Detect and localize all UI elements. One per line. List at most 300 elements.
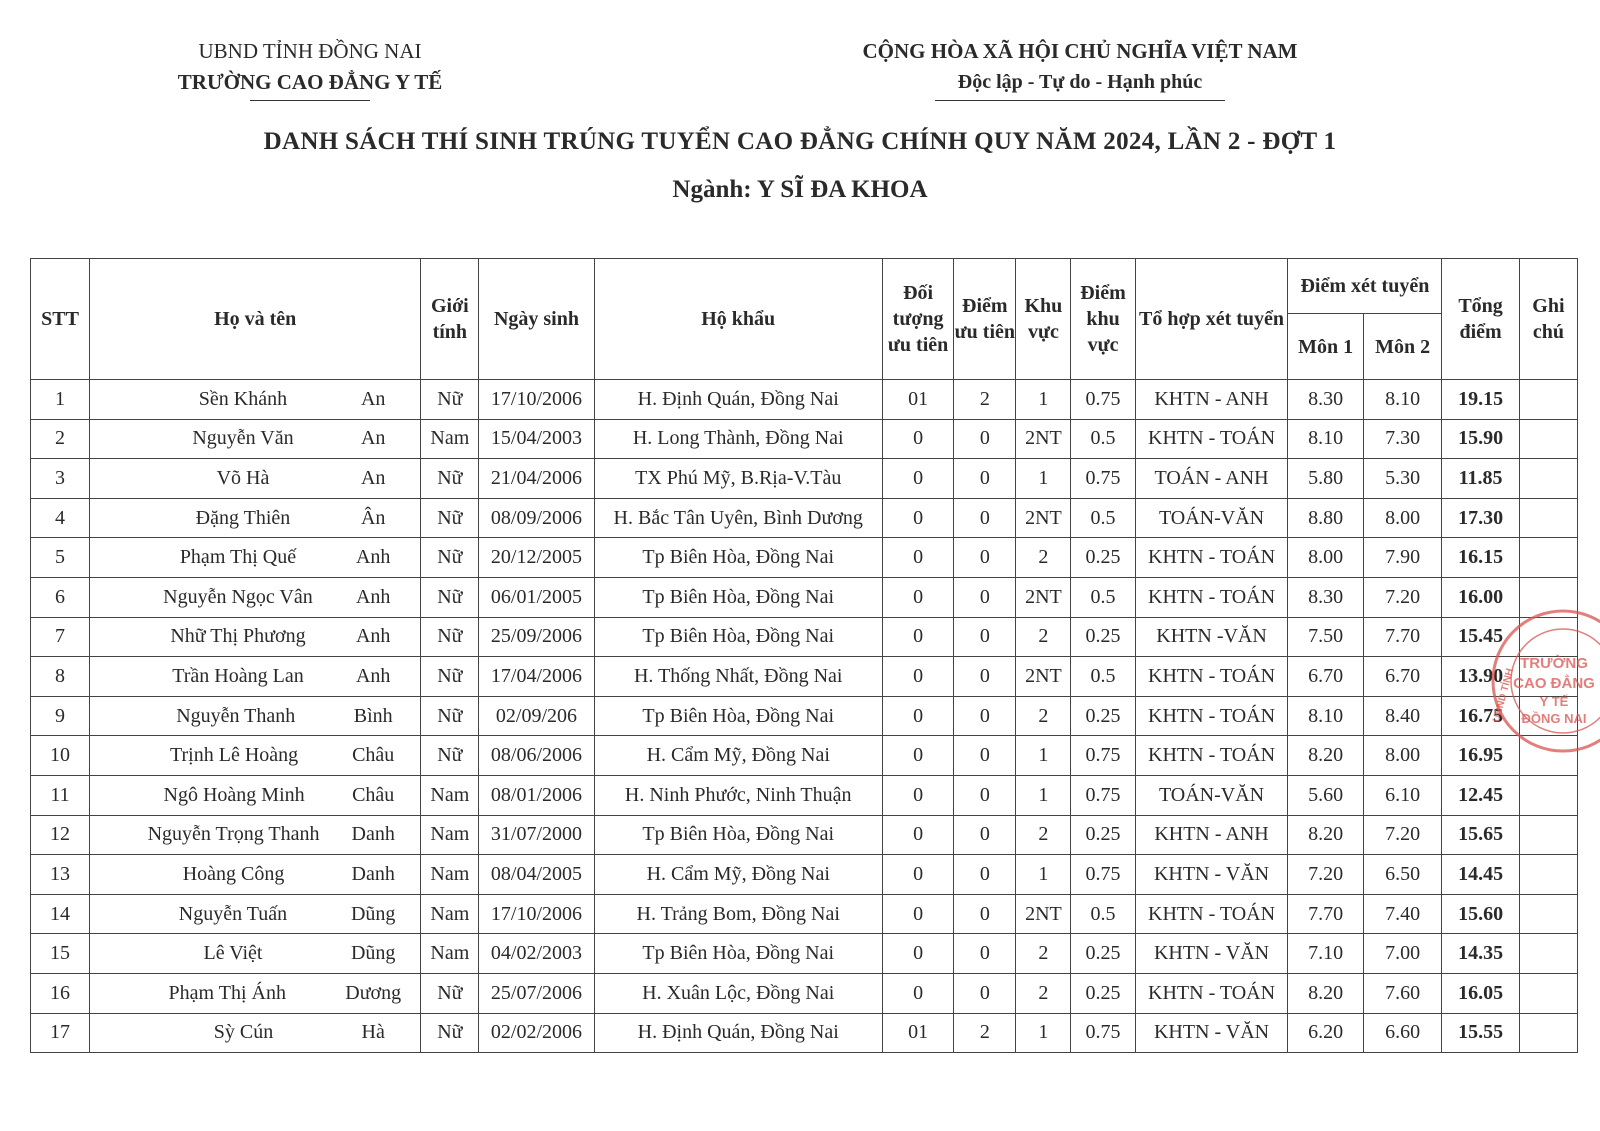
cell-gender: Nữ	[421, 1013, 479, 1053]
cell-gender: Nữ	[421, 696, 479, 736]
stamp-line-3: Y TẾ	[1539, 694, 1569, 709]
cell-subject-2: 7.00	[1363, 934, 1441, 974]
col-header-gender: Giới tính	[421, 259, 479, 380]
cell-name	[90, 538, 421, 578]
cell-address: H. Trảng Bom, Đồng Nai	[594, 894, 882, 934]
cell-dob: 25/09/2006	[479, 617, 594, 657]
cell-combo: KHTN -VĂN	[1135, 617, 1288, 657]
cell-subject-2: 8.00	[1363, 498, 1441, 538]
surname-middle: Nguyễn Văn	[192, 427, 294, 450]
surname-middle: Nguyễn Tuấn	[178, 902, 288, 925]
national-heading	[830, 36, 1330, 101]
surname-middle: Đặng Thiên	[195, 506, 291, 529]
cell-note	[1519, 459, 1577, 499]
cell-name	[90, 419, 421, 459]
cell-subject-1: 8.20	[1288, 736, 1363, 776]
cell-note	[1519, 419, 1577, 459]
cell-region-points: 0.25	[1071, 538, 1135, 578]
issuer-block	[150, 36, 470, 101]
cell-combo: TOÁN-VĂN	[1135, 775, 1288, 815]
cell-gender: Nam	[421, 894, 479, 934]
given-name: Dũng	[350, 902, 396, 925]
cell-region-points: 0.25	[1071, 696, 1135, 736]
table-row	[31, 380, 1578, 420]
cell-priority-group: 01	[882, 380, 953, 420]
cell-dob: 02/02/2006	[479, 1013, 594, 1053]
cell-stt: 17	[31, 1013, 90, 1053]
cell-region-points: 0.5	[1071, 577, 1135, 617]
cell-name	[90, 459, 421, 499]
cell-address: Tp Biên Hòa, Đồng Nai	[594, 617, 882, 657]
cell-address: Tp Biên Hòa, Đồng Nai	[594, 934, 882, 974]
cell-priority-points: 0	[954, 617, 1016, 657]
cell-total: 16.95	[1442, 736, 1519, 776]
cell-subject-1: 6.70	[1288, 657, 1363, 697]
stamp-line-2: CAO ĐẲNG	[1513, 675, 1595, 692]
cell-subject-2: 6.10	[1363, 775, 1441, 815]
cell-combo: KHTN - ANH	[1135, 380, 1288, 420]
cell-region-points: 0.75	[1071, 775, 1135, 815]
given-name: Anh	[355, 546, 391, 569]
cell-region-points: 0.25	[1071, 934, 1135, 974]
cell-name	[90, 696, 421, 736]
cell-gender: Nữ	[421, 538, 479, 578]
cell-subject-2: 8.00	[1363, 736, 1441, 776]
given-name: Anh	[355, 625, 391, 648]
school-seal-stamp	[1488, 606, 1600, 756]
given-name: Châu	[352, 783, 395, 806]
cell-total: 16.75	[1442, 696, 1519, 736]
cell-combo: KHTN - TOÁN	[1135, 577, 1288, 617]
cell-priority-group: 0	[882, 419, 953, 459]
cell-region-points: 0.75	[1071, 1013, 1135, 1053]
table-row	[31, 498, 1578, 538]
col-header-subject-2: Môn 2	[1363, 314, 1441, 380]
cell-priority-points: 0	[954, 498, 1016, 538]
cell-region-points: 0.25	[1071, 815, 1135, 855]
national-motto: Độc lập - Tự do - Hạnh phúc	[957, 71, 1203, 93]
cell-subject-2: 7.30	[1363, 419, 1441, 459]
cell-subject-2: 7.20	[1363, 815, 1441, 855]
cell-region-points: 0.75	[1071, 855, 1135, 895]
issuer-authority: UBND TỈNH ĐỒNG NAI	[198, 39, 422, 63]
cell-subject-1: 7.10	[1288, 934, 1363, 974]
cell-priority-group: 0	[882, 973, 953, 1013]
cell-region-points: 0.5	[1071, 894, 1135, 934]
cell-priority-group: 0	[882, 894, 953, 934]
cell-priority-points: 2	[954, 1013, 1016, 1053]
cell-stt: 3	[31, 459, 90, 499]
cell-dob: 17/10/2006	[479, 380, 594, 420]
cell-priority-group: 0	[882, 934, 953, 974]
cell-subject-2: 6.70	[1363, 657, 1441, 697]
cell-priority-points: 0	[954, 419, 1016, 459]
cell-total: 15.90	[1442, 419, 1519, 459]
table-row	[31, 538, 1578, 578]
cell-gender: Nữ	[421, 577, 479, 617]
cell-combo: KHTN - VĂN	[1135, 934, 1288, 974]
cell-total: 14.45	[1442, 855, 1519, 895]
cell-region: 2NT	[1016, 657, 1071, 697]
surname-middle: Trần Hoàng Lan	[172, 664, 304, 687]
cell-name	[90, 498, 421, 538]
cell-region-points: 0.75	[1071, 380, 1135, 420]
stamp-line-4: ĐỒNG NAI	[1521, 711, 1587, 726]
cell-gender: Nữ	[421, 973, 479, 1013]
cell-total: 17.30	[1442, 498, 1519, 538]
cell-address: H. Bắc Tân Uyên, Bình Dương	[594, 498, 882, 538]
cell-total: 16.05	[1442, 973, 1519, 1013]
cell-combo: KHTN - TOÁN	[1135, 538, 1288, 578]
given-name: An	[360, 427, 386, 450]
cell-priority-points: 0	[954, 736, 1016, 776]
cell-region: 1	[1016, 380, 1071, 420]
given-name: Danh	[351, 862, 395, 885]
cell-name	[90, 657, 421, 697]
cell-combo: KHTN - TOÁN	[1135, 973, 1288, 1013]
cell-priority-points: 0	[954, 775, 1016, 815]
col-header-region-points: Điểm khu vực	[1071, 259, 1135, 380]
surname-middle: Nguyễn Ngọc Vân	[163, 585, 313, 608]
cell-combo: KHTN - TOÁN	[1135, 894, 1288, 934]
cell-gender: Nam	[421, 855, 479, 895]
cell-stt: 1	[31, 380, 90, 420]
cell-priority-points: 0	[954, 855, 1016, 895]
cell-combo: KHTN - ANH	[1135, 815, 1288, 855]
given-name: Hà	[361, 1021, 385, 1044]
cell-subject-1: 7.50	[1288, 617, 1363, 657]
cell-total: 16.00	[1442, 577, 1519, 617]
cell-total: 13.90	[1442, 657, 1519, 697]
cell-note	[1519, 973, 1577, 1013]
surname-middle: Nguyễn Trọng Thanh	[147, 823, 320, 846]
cell-gender: Nam	[421, 419, 479, 459]
cell-subject-2: 6.50	[1363, 855, 1441, 895]
cell-name	[90, 617, 421, 657]
cell-subject-2: 8.40	[1363, 696, 1441, 736]
table-row	[31, 419, 1578, 459]
cell-subject-1: 6.20	[1288, 1013, 1363, 1053]
cell-subject-1: 5.60	[1288, 775, 1363, 815]
cell-priority-group: 0	[882, 577, 953, 617]
cell-stt: 14	[31, 894, 90, 934]
table-row	[31, 1013, 1578, 1053]
surname-middle: Phạm Thị Quế	[179, 546, 297, 569]
document-subtitle: Ngành: Y SĨ ĐA KHOA	[672, 176, 928, 203]
cell-dob: 15/04/2003	[479, 419, 594, 459]
cell-dob: 17/04/2006	[479, 657, 594, 697]
cell-subject-2: 7.60	[1363, 973, 1441, 1013]
cell-subject-1: 7.20	[1288, 855, 1363, 895]
cell-stt: 7	[31, 617, 90, 657]
given-name: An	[360, 387, 386, 410]
cell-priority-points: 0	[954, 657, 1016, 697]
cell-stt: 5	[31, 538, 90, 578]
cell-region: 2	[1016, 973, 1071, 1013]
col-header-name: Họ và tên	[90, 259, 421, 380]
table-body	[31, 380, 1578, 1053]
cell-region: 2	[1016, 696, 1071, 736]
cell-name	[90, 736, 421, 776]
surname-middle: Lê Việt	[203, 942, 263, 965]
stamp-arc-text: UBND TỈNH	[1491, 667, 1517, 724]
cell-region: 1	[1016, 1013, 1071, 1053]
given-name: Anh	[355, 585, 391, 608]
cell-region-points: 0.5	[1071, 419, 1135, 459]
cell-stt: 16	[31, 973, 90, 1013]
cell-stt: 10	[31, 736, 90, 776]
given-name: Bình	[353, 704, 393, 727]
cell-combo: TOÁN-VĂN	[1135, 498, 1288, 538]
cell-gender: Nữ	[421, 617, 479, 657]
cell-stt: 13	[31, 855, 90, 895]
given-name: Ân	[360, 506, 386, 529]
cell-priority-group: 0	[882, 459, 953, 499]
table-row	[31, 815, 1578, 855]
cell-gender: Nữ	[421, 736, 479, 776]
cell-dob: 08/06/2006	[479, 736, 594, 776]
cell-address: H. Ninh Phước, Ninh Thuận	[594, 775, 882, 815]
cell-gender: Nữ	[421, 380, 479, 420]
given-name: Danh	[351, 823, 395, 846]
cell-gender: Nam	[421, 775, 479, 815]
cell-dob: 08/04/2005	[479, 855, 594, 895]
cell-region-points: 0.25	[1071, 973, 1135, 1013]
cell-region: 1	[1016, 459, 1071, 499]
cell-name	[90, 973, 421, 1013]
cell-region: 1	[1016, 775, 1071, 815]
col-header-region: Khu vực	[1016, 259, 1071, 380]
cell-region-points: 0.75	[1071, 459, 1135, 499]
cell-combo: KHTN - VĂN	[1135, 855, 1288, 895]
cell-priority-group: 0	[882, 775, 953, 815]
cell-name	[90, 380, 421, 420]
surname-middle: Nguyễn Thanh	[176, 704, 296, 727]
given-name: Châu	[352, 744, 395, 767]
cell-dob: 04/02/2003	[479, 934, 594, 974]
cell-subject-2: 7.70	[1363, 617, 1441, 657]
surname-middle: Sỳ Cún	[213, 1021, 274, 1044]
cell-address: H. Xuân Lộc, Đồng Nai	[594, 973, 882, 1013]
cell-name	[90, 934, 421, 974]
cell-priority-group: 0	[882, 617, 953, 657]
surname-middle: Sền Khánh	[198, 387, 288, 410]
cell-priority-points: 0	[954, 538, 1016, 578]
cell-address: H. Định Quán, Đồng Nai	[594, 380, 882, 420]
cell-priority-points: 0	[954, 934, 1016, 974]
cell-address: H. Thống Nhất, Đồng Nai	[594, 657, 882, 697]
cell-dob: 17/10/2006	[479, 894, 594, 934]
cell-total: 16.15	[1442, 538, 1519, 578]
cell-gender: Nữ	[421, 459, 479, 499]
col-header-total: Tổng điểm	[1442, 259, 1519, 380]
cell-dob: 31/07/2000	[479, 815, 594, 855]
cell-note	[1519, 894, 1577, 934]
cell-gender: Nữ	[421, 498, 479, 538]
col-header-subject-1: Môn 1	[1288, 314, 1363, 380]
cell-priority-points: 0	[954, 696, 1016, 736]
cell-region-points: 0.5	[1071, 657, 1135, 697]
cell-priority-group: 0	[882, 538, 953, 578]
issuer-underline	[250, 100, 370, 101]
cell-subject-1: 8.80	[1288, 498, 1363, 538]
cell-region: 1	[1016, 855, 1071, 895]
cell-address: Tp Biên Hòa, Đồng Nai	[594, 577, 882, 617]
cell-stt: 2	[31, 419, 90, 459]
cell-subject-1: 8.30	[1288, 380, 1363, 420]
table-row	[31, 577, 1578, 617]
table-row	[31, 617, 1578, 657]
nation-name: CỘNG HÒA XÃ HỘI CHỦ NGHĨA VIỆT NAM	[862, 39, 1298, 63]
cell-stt: 11	[31, 775, 90, 815]
cell-subject-1: 7.70	[1288, 894, 1363, 934]
cell-combo: KHTN - TOÁN	[1135, 657, 1288, 697]
cell-address: H. Định Quán, Đồng Nai	[594, 1013, 882, 1053]
cell-priority-points: 0	[954, 577, 1016, 617]
surname-middle: Phạm Thị Ánh	[168, 981, 286, 1004]
cell-priority-points: 0	[954, 815, 1016, 855]
surname-middle: Võ Hà	[216, 466, 270, 489]
cell-combo: KHTN - VĂN	[1135, 1013, 1288, 1053]
surname-middle: Ngô Hoàng Minh	[163, 783, 305, 806]
admission-table	[30, 258, 1578, 1053]
cell-name	[90, 894, 421, 934]
cell-stt: 6	[31, 577, 90, 617]
table-row	[31, 894, 1578, 934]
cell-subject-1: 5.80	[1288, 459, 1363, 499]
cell-name	[90, 775, 421, 815]
col-header-address: Hộ khẩu	[594, 259, 882, 380]
cell-address: Tp Biên Hòa, Đồng Nai	[594, 696, 882, 736]
cell-region: 2NT	[1016, 577, 1071, 617]
cell-region: 2NT	[1016, 894, 1071, 934]
cell-combo: KHTN - TOÁN	[1135, 419, 1288, 459]
cell-priority-group: 0	[882, 855, 953, 895]
cell-region: 2	[1016, 617, 1071, 657]
given-name: Dương	[345, 981, 402, 1004]
cell-address: TX Phú Mỹ, B.Rịa-V.Tàu	[594, 459, 882, 499]
cell-region: 2NT	[1016, 419, 1071, 459]
cell-combo: KHTN - TOÁN	[1135, 696, 1288, 736]
cell-subject-1: 8.00	[1288, 538, 1363, 578]
cell-priority-group: 0	[882, 498, 953, 538]
cell-combo: TOÁN - ANH	[1135, 459, 1288, 499]
cell-gender: Nữ	[421, 657, 479, 697]
cell-note	[1519, 538, 1577, 578]
col-header-note: Ghi chú	[1519, 259, 1577, 380]
document-title: DANH SÁCH THÍ SINH TRÚNG TUYỂN CAO ĐẲNG CHÍNH QUY NĂM 2024, LẦN 2 - ĐỢT 1	[263, 128, 1337, 155]
cell-note	[1519, 1013, 1577, 1053]
table-row	[31, 934, 1578, 974]
cell-subject-2: 7.20	[1363, 577, 1441, 617]
cell-stt: 15	[31, 934, 90, 974]
cell-subject-1: 8.10	[1288, 419, 1363, 459]
cell-address: Tp Biên Hòa, Đồng Nai	[594, 815, 882, 855]
col-header-priority-points: Điểm ưu tiên	[954, 259, 1016, 380]
cell-total: 15.45	[1442, 617, 1519, 657]
cell-note	[1519, 855, 1577, 895]
table-row	[31, 775, 1578, 815]
cell-priority-points: 0	[954, 973, 1016, 1013]
cell-region: 2	[1016, 538, 1071, 578]
cell-total: 15.65	[1442, 815, 1519, 855]
given-name: An	[360, 466, 386, 489]
cell-name	[90, 815, 421, 855]
cell-note	[1519, 498, 1577, 538]
given-name: Anh	[355, 664, 391, 687]
cell-region: 2	[1016, 815, 1071, 855]
cell-address: H. Cẩm Mỹ, Đồng Nai	[594, 855, 882, 895]
cell-note	[1519, 380, 1577, 420]
cell-note	[1519, 815, 1577, 855]
stamp-line-1: TRƯỜNG	[1520, 655, 1588, 672]
col-header-priority-group: Đối tượng ưu tiên	[882, 259, 953, 380]
cell-subject-1: 8.20	[1288, 973, 1363, 1013]
cell-region: 1	[1016, 736, 1071, 776]
cell-stt: 8	[31, 657, 90, 697]
col-header-scores-group: Điểm xét tuyển	[1288, 259, 1442, 314]
cell-total: 15.60	[1442, 894, 1519, 934]
cell-dob: 21/04/2006	[479, 459, 594, 499]
cell-subject-1: 8.10	[1288, 696, 1363, 736]
cell-priority-points: 0	[954, 459, 1016, 499]
cell-gender: Nam	[421, 815, 479, 855]
cell-subject-2: 5.30	[1363, 459, 1441, 499]
cell-priority-group: 0	[882, 815, 953, 855]
cell-dob: 02/09/206	[479, 696, 594, 736]
cell-subject-1: 8.20	[1288, 815, 1363, 855]
cell-total: 12.45	[1442, 775, 1519, 815]
cell-total: 19.15	[1442, 380, 1519, 420]
cell-total: 14.35	[1442, 934, 1519, 974]
cell-priority-group: 0	[882, 696, 953, 736]
motto-underline	[935, 100, 1225, 101]
cell-dob: 25/07/2006	[479, 973, 594, 1013]
surname-middle: Trịnh Lê Hoàng	[170, 744, 299, 767]
cell-total: 15.55	[1442, 1013, 1519, 1053]
cell-stt: 12	[31, 815, 90, 855]
cell-gender: Nam	[421, 934, 479, 974]
cell-note	[1519, 775, 1577, 815]
cell-address: H. Long Thành, Đồng Nai	[594, 419, 882, 459]
col-header-dob: Ngày sinh	[479, 259, 594, 380]
cell-stt: 9	[31, 696, 90, 736]
cell-dob: 06/01/2005	[479, 577, 594, 617]
cell-name	[90, 577, 421, 617]
table-row	[31, 855, 1578, 895]
surname-middle: Nhữ Thị Phương	[170, 625, 306, 648]
table-row	[31, 696, 1578, 736]
cell-region-points: 0.75	[1071, 736, 1135, 776]
cell-region-points: 0.5	[1071, 498, 1135, 538]
table-row	[31, 973, 1578, 1013]
cell-subject-2: 6.60	[1363, 1013, 1441, 1053]
cell-combo: KHTN - TOÁN	[1135, 736, 1288, 776]
cell-priority-group: 01	[882, 1013, 953, 1053]
cell-priority-group: 0	[882, 736, 953, 776]
cell-stt: 4	[31, 498, 90, 538]
cell-total: 11.85	[1442, 459, 1519, 499]
cell-subject-2: 7.90	[1363, 538, 1441, 578]
cell-address: H. Cẩm Mỹ, Đồng Nai	[594, 736, 882, 776]
cell-region: 2NT	[1016, 498, 1071, 538]
cell-priority-points: 2	[954, 380, 1016, 420]
given-name: Dũng	[350, 942, 396, 965]
table-row	[31, 459, 1578, 499]
cell-region: 2	[1016, 934, 1071, 974]
cell-name	[90, 1013, 421, 1053]
cell-address: Tp Biên Hòa, Đồng Nai	[594, 538, 882, 578]
